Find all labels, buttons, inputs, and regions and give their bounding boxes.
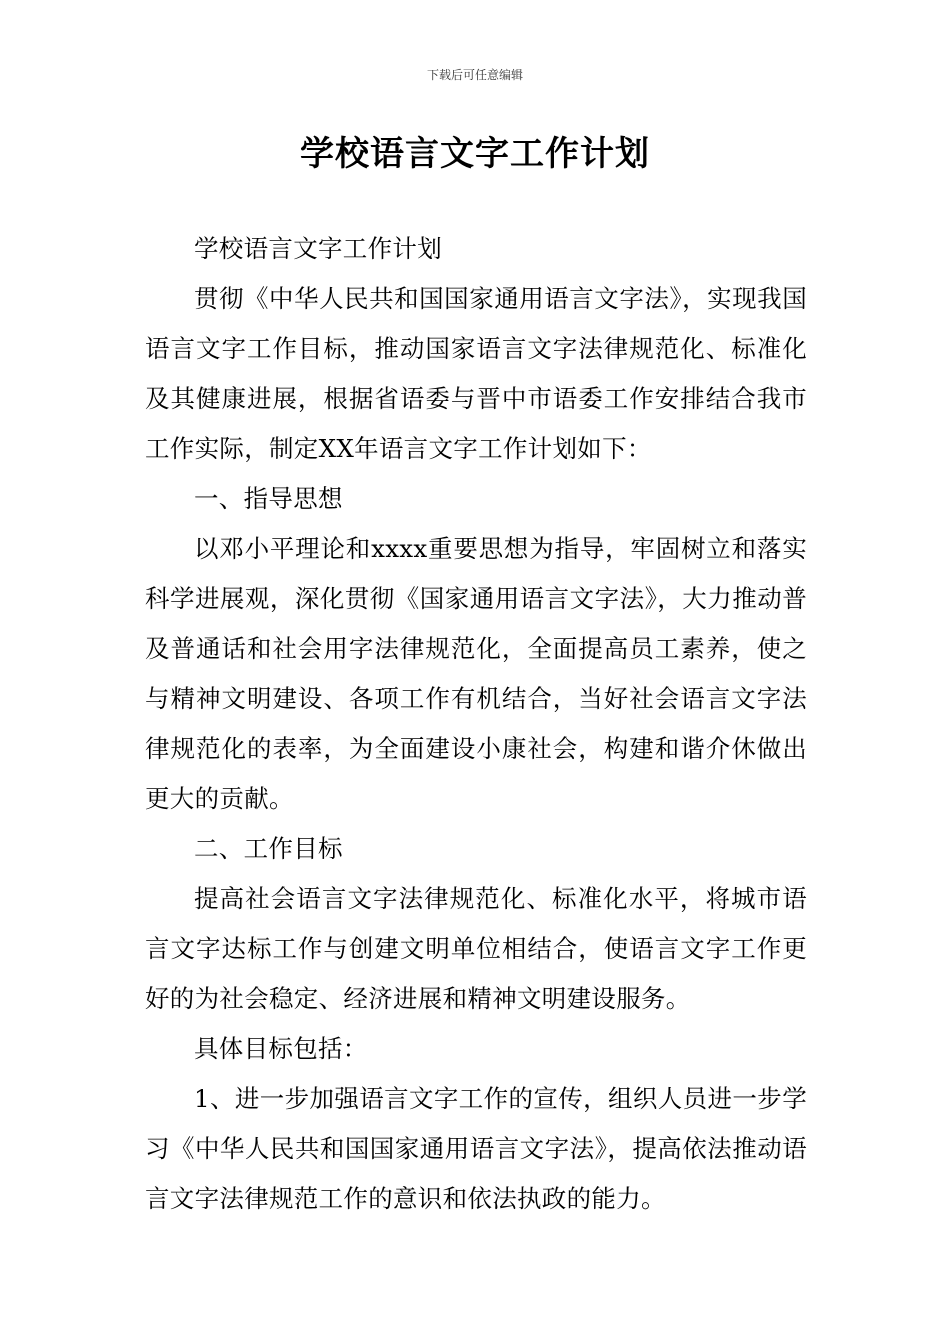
document-title: 学校语言文字工作计划 [300, 134, 650, 174]
header-note: 下载后可任意编辑 [426, 68, 523, 82]
paragraph-subtitle: 学校语言文字工作计划 [194, 234, 442, 263]
paragraph-guiding-ideology: 以邓小平理论和xxxx重要思想为指导，牢固树立和落实科学进展观，深化贯彻《国家通用语言文字法》，大力推动普及普通话和社会用字法律规范化，全面提高员工素养，使之与精神文明建设、各项工作有机结合，当好社会语言文字法律规范化的表率，为全面建设小康社会，构建和谐介休做出更大的贡献。 [145, 534, 807, 813]
paragraph-specific-goals-label: 具体目标包括： [194, 1034, 368, 1063]
paragraph-goal-item-1: 1、进一步加强语言文字工作的宣传，组织人员进一步学习《中华人民共和国国家通用语言文字法》，提高依法推动语言文字法律规范工作的意识和依法执政的能力。 [145, 1084, 807, 1213]
paragraph-intro: 贯彻《中华人民共和国国家通用语言文字法》，实现我国语言文字工作目标，推动国家语言文字法律规范化、标准化及其健康进展，根据省语委与晋中市语委工作安排结合我市工作实际，制定XX年语言文字工作计划如下： [145, 284, 807, 463]
section-heading-work-goals: 二、工作目标 [194, 834, 343, 863]
paragraph-work-goals: 提高社会语言文字法律规范化、标准化水平，将城市语言文字达标工作与创建文明单位相结合，使语言文字工作更好的为社会稳定、经济进展和精神文明建设服务。 [145, 884, 807, 1013]
section-heading-guiding-ideology: 一、指导思想 [194, 484, 343, 513]
document-body [145, 224, 807, 1224]
